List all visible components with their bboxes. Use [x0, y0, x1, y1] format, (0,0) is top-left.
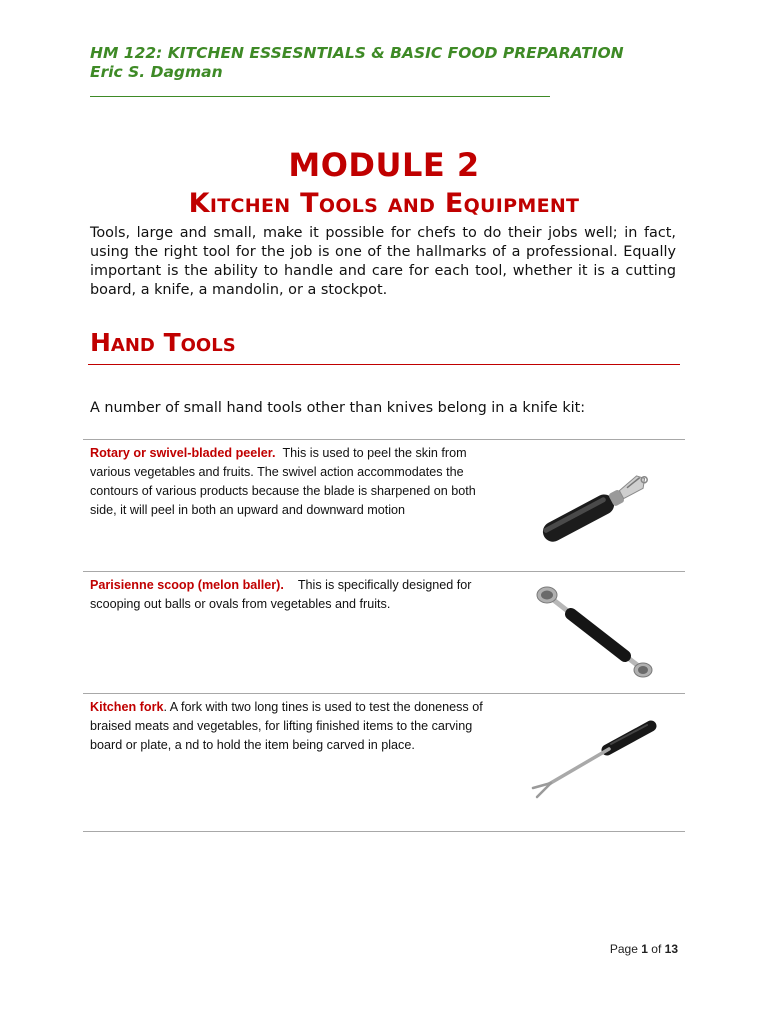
- kitchen-fork-icon: [527, 718, 661, 804]
- course-title: HM 122: KITCHEN ESSESNTIALS & BASIC FOOD PREPARATION: [90, 44, 624, 62]
- tool-entry-melon-baller: [90, 576, 500, 614]
- table-rule-top: [83, 439, 685, 440]
- tool-entry-kitchen-fork: [90, 698, 500, 755]
- header-divider: [90, 96, 550, 97]
- tool-description: This is used to peel the skin from various vegetables and fruits. The swivel action accommodates the contours of various products because the blade is sharpened on both side, it will peel in both an upward and downward motion: [90, 446, 476, 517]
- current-page: 1: [641, 942, 648, 956]
- table-rule: [83, 571, 685, 572]
- table-rule-bottom: [83, 831, 685, 832]
- document-header: [90, 44, 624, 82]
- tool-description: . A fork with two long tines is used to test the doneness of braised meats and vegetables, for lifting finished items to the carving board or plate, a nd to hold the item being carved in place.: [90, 700, 483, 752]
- section-heading: Hand Tools: [90, 328, 236, 357]
- total-pages: 13: [664, 942, 678, 956]
- tool-name: Kitchen fork: [90, 700, 164, 714]
- module-title: MODULE 2: [288, 146, 480, 184]
- tool-name: Rotary or swivel-bladed peeler.: [90, 446, 276, 460]
- page-number: Page 1 of 13: [609, 942, 678, 956]
- module-subtitle: Kitchen Tools and Equipment: [188, 188, 580, 219]
- section-divider: [88, 364, 680, 365]
- table-rule: [83, 693, 685, 694]
- melon-baller-icon: [533, 584, 659, 684]
- tool-description: This is specifically designed for scooping out balls or ovals from vegetables and fruits.: [90, 578, 472, 611]
- tool-name: Parisienne scoop (melon baller).: [90, 578, 284, 592]
- peeler-icon: [528, 462, 658, 552]
- author-name: Eric S. Dagman: [90, 63, 223, 81]
- intro-paragraph: Tools, large and small, make it possible for chefs to do their jobs well; in fact, using the right tool for the job is one of the hallmarks of a professional. Equally important is the ability to handle and care for each tool, whether it is a cutting board, a knife, a mandolin, or a stockpot.: [90, 225, 676, 298]
- tool-entry-peeler: [90, 444, 500, 520]
- section-lead: A number of small hand tools other than knives belong in a knife kit:: [90, 400, 586, 416]
